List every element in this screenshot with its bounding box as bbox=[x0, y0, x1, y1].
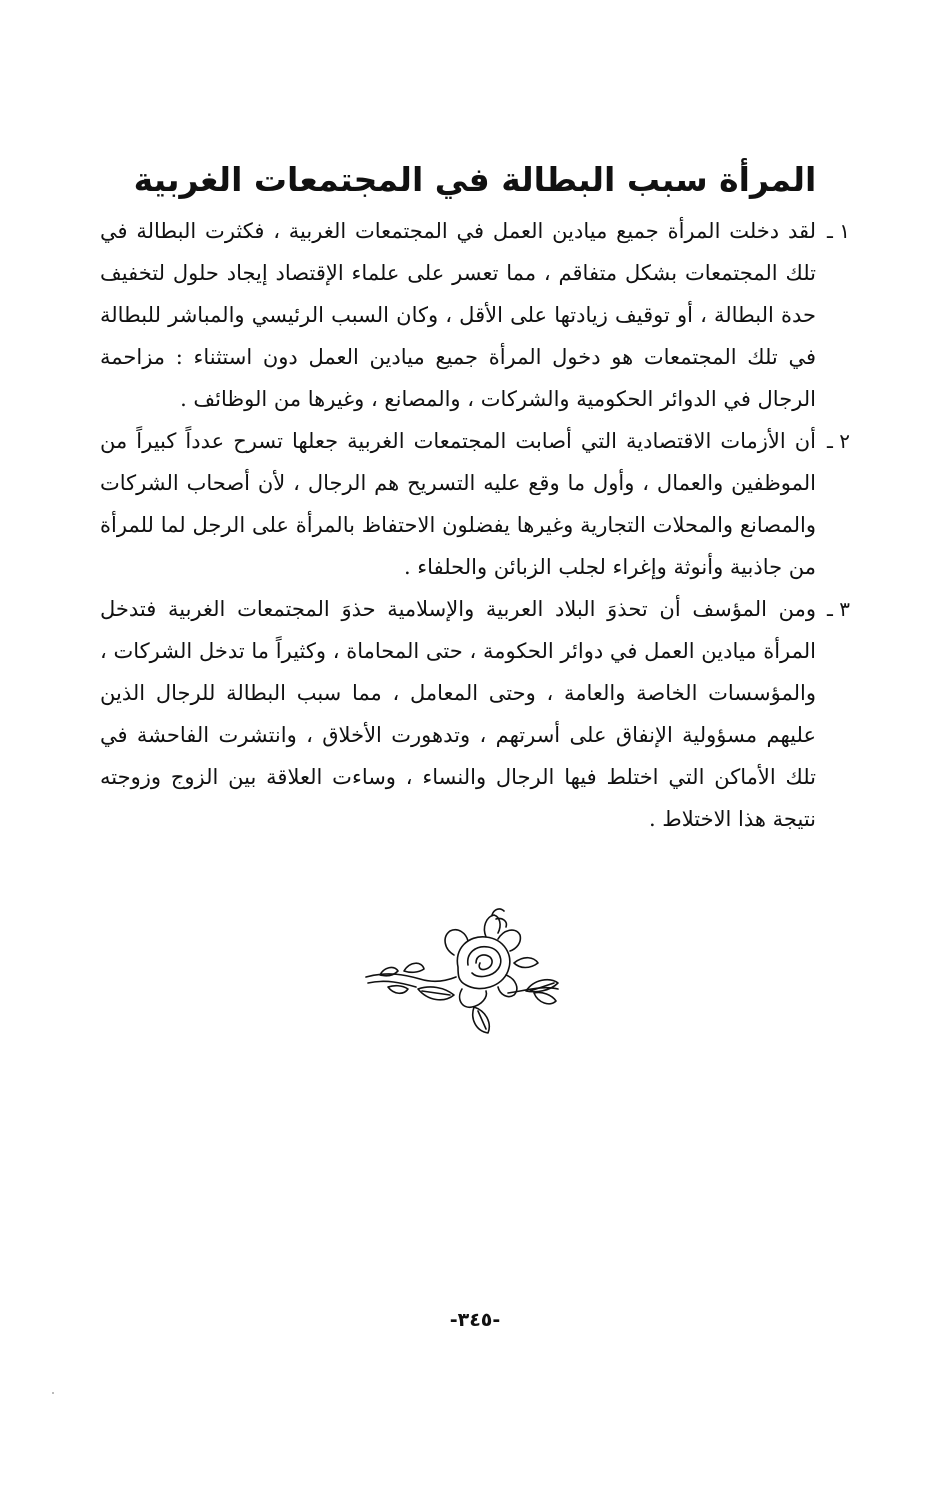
page-number: -٣٤٥- bbox=[449, 1309, 501, 1331]
item-text: ومن المؤسف أن تحذوَ البلاد العربية والإسلامية حذوَ المجتمعات الغربية فتدخل المرأة ميادين العمل في دوائر الحكومة ، حتى المحاماة ، وكثيراً ما تدخل الشركات ، والمؤسسات الخاصة والعامة ، وحتى المعامل ، مما سبب البطالة للرجال الذين عليهم مسؤولية الإنفاق على أسرتهم ، وتدهورت الأخلاق ، وانتشرت الفاحشة في تلك الأماكن التي اختلط فيها الرجال والنساء ، وساءت العلاقة بين الزوج وزوجته نتيجة هذا الاختلاط . bbox=[100, 597, 816, 831]
item-number: ٢ ـ bbox=[827, 429, 850, 453]
item-text: أن الأزمات الاقتصادية التي أصابت المجتمعات الغربية جعلها تسرح عدداً كبيراً من الموظفين والعمال ، وأول ما وقع عليه التسريح هم الرجال ، لأن أصحاب الشركات والمصانع والمحلات التجارية وغيرها يفضلون الاحتفاظ بالمرأة على الرجل لما للمرأة من جاذبية وأنوثة وإغراء لجلب الزبائن والحلفاء . bbox=[100, 429, 816, 579]
item-text: لقد دخلت المرأة جميع ميادين العمل في المجتمعات الغربية ، فكثرت البطالة في تلك المجتمعات بشكل متفاقم ، مما تعسر على علماء الإقتصاد إيجاد حلول لتخفيف حدة البطالة ، أو توقيف زيادتها على الأقل ، وكان السبب الرئيسي والمباشر للبطالة في تلك المجتمعات هو دخول المرأة جميع ميادين العمل دون استثناء : مزاحمة الرجال في الدوائر الحكومية والشركات ، والمصانع ، وغيرها من الوظائف . bbox=[100, 219, 816, 411]
page-title: المرأة سبب البطالة في المجتمعات الغربية bbox=[133, 160, 817, 199]
list-item-3 bbox=[100, 588, 850, 840]
scan-speck bbox=[52, 1392, 54, 1394]
list-item-2 bbox=[100, 420, 850, 588]
rose-ornament-icon bbox=[358, 905, 568, 1040]
item-number: ١ ـ bbox=[827, 219, 850, 243]
item-number: ٣ ـ bbox=[827, 597, 850, 621]
numbered-list bbox=[100, 210, 850, 840]
list-item-1 bbox=[100, 210, 850, 420]
